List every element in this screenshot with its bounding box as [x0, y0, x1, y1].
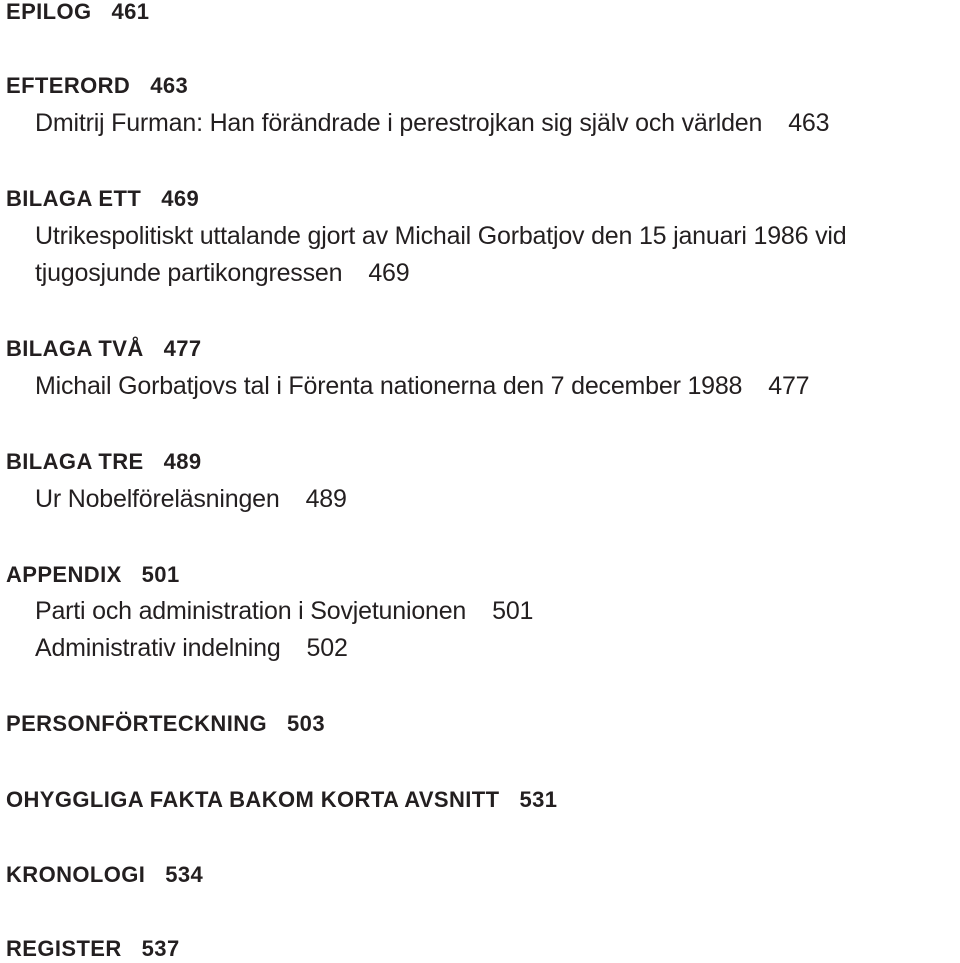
section-page-number: 469: [161, 186, 200, 211]
toc-entry: [35, 106, 829, 140]
section-title: EFTERORD: [6, 73, 131, 98]
section-title: REGISTER: [6, 936, 122, 961]
toc-section-heading: [6, 448, 202, 476]
entry-page-number: 489: [305, 485, 347, 513]
section-page-number: 461: [111, 0, 150, 24]
section-page-number: 503: [287, 711, 325, 736]
section-title: KRONOLOGI: [6, 862, 146, 887]
section-page-number: 501: [141, 562, 180, 587]
section-page-number: 477: [163, 336, 202, 361]
section-title: BILAGA ETT: [6, 186, 142, 211]
section-title: EPILOG: [6, 0, 92, 24]
entry-title-line: Utrikespolitiskt uttalande gjort av Michail Gorbatjov den 15 januari 1986 vid: [35, 222, 847, 250]
entry-title: Dmitrij Furman: Han förändrade i perestrojkan sig själv och världen: [35, 109, 763, 137]
toc-section-heading: [6, 185, 199, 213]
entry-title: Ur Nobelföreläsningen: [35, 485, 280, 513]
section-title: OHYGGLIGA FAKTA BAKOM KORTA AVSNITT: [6, 787, 500, 812]
section-page-number: 463: [150, 73, 189, 98]
toc-section-heading: [6, 561, 180, 589]
entry-title: Parti och administration i Sovjetunionen: [35, 597, 467, 625]
section-page-number: 534: [165, 862, 204, 887]
toc-section-heading: [6, 935, 180, 963]
toc-entry: [35, 631, 348, 665]
toc-entry: [35, 369, 809, 403]
toc-entry: [35, 482, 347, 516]
toc-entry: [35, 594, 533, 628]
section-title: BILAGA TRE: [6, 449, 144, 474]
entry-title: Administrativ indelning: [35, 634, 281, 662]
entry-page-number: 501: [492, 597, 534, 625]
section-page-number: 531: [519, 787, 558, 812]
toc-section-heading: [6, 710, 325, 738]
section-title: BILAGA TVÅ: [6, 336, 144, 361]
toc-entry: [35, 219, 846, 253]
entry-page-number: 477: [768, 372, 810, 400]
section-page-number: 489: [163, 449, 202, 474]
entry-page-number: 463: [788, 109, 830, 137]
section-page-number: 537: [141, 936, 180, 961]
section-title: APPENDIX: [6, 562, 122, 587]
toc-section-heading: [6, 0, 149, 26]
entry-title-line: tjugosjunde partikongressen: [35, 259, 343, 287]
entry-title: Michail Gorbatjovs tal i Förenta nationerna den 7 december 1988: [35, 372, 743, 400]
toc-section-heading: [6, 72, 188, 100]
toc-entry-continuation: [35, 256, 409, 290]
toc-section-heading: [6, 861, 203, 889]
section-title: PERSONFÖRTECKNING: [6, 711, 268, 736]
entry-page-number: 469: [368, 259, 410, 287]
toc-section-heading: [6, 786, 557, 814]
entry-page-number: 502: [306, 634, 348, 662]
toc-section-heading: [6, 335, 202, 363]
